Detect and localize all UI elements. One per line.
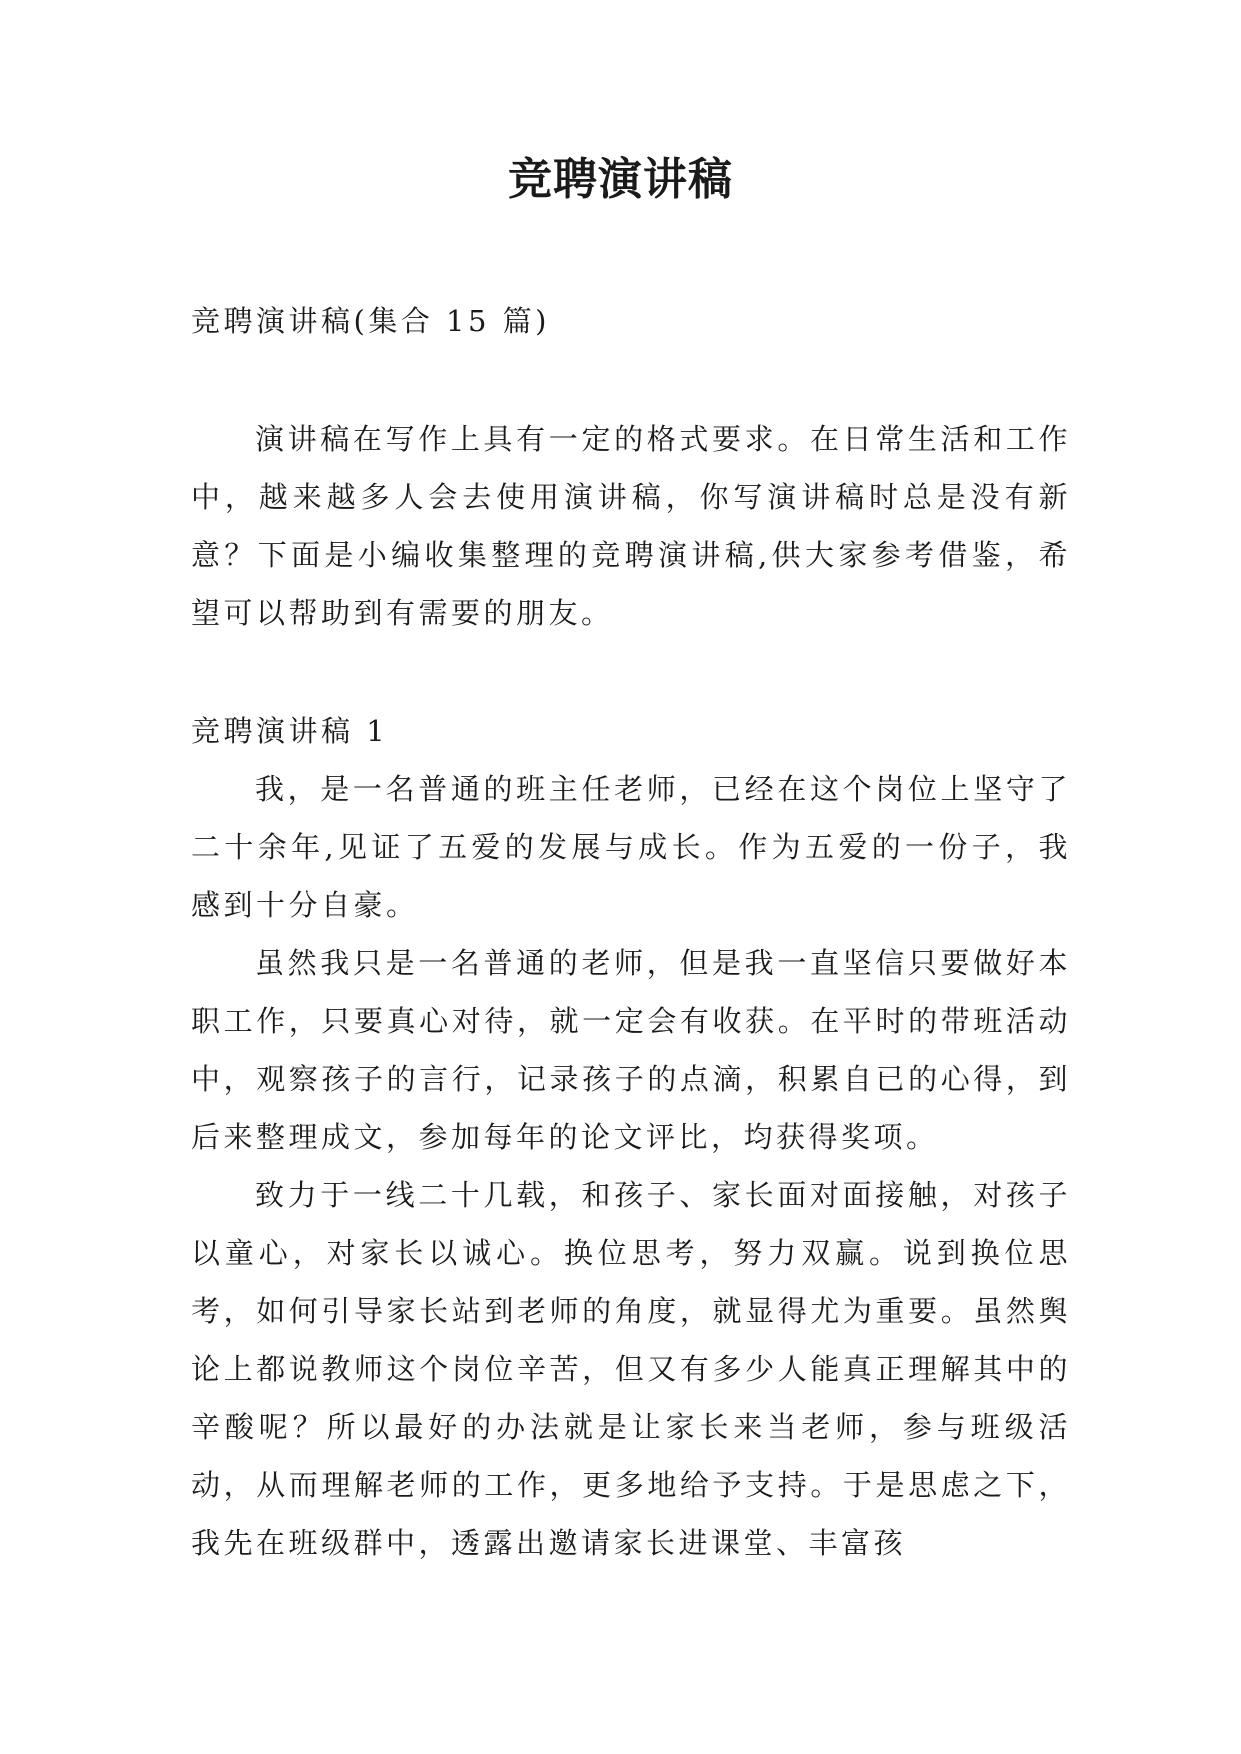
document-subtitle: 竞聘演讲稿(集合 15 篇) — [191, 304, 550, 338]
body-paragraph: 致力于一线二十几载，和孩子、家长面对面接触，对孩子以童心，对家长以诚心。换位思考，努力双赢。说到换位思考，如何引导家长站到老师的角度，就显得尤为重要。虽然舆论上都说教师这个岗位辛苦，但又有多少人能真正理解其中的辛酸呢？所以最好的办法就是让家长来当老师，参与班级活动，从而理解老师的工作，更多地给予支持。于是思虑之下，我先在班级群中，透露出邀请家长进课堂、丰富孩 — [191, 1178, 1071, 1560]
body-paragraph: 虽然我只是一名普通的老师，但是我一直坚信只要做好本职工作，只要真心对待，就一定会有收获。在平时的带班活动中，观察孩子的言行，记录孩子的点滴，积累自已的心得，到后来整理成文，参加每年的论文评比，均获得奖项。 — [191, 946, 1071, 1154]
body-paragraph: 我，是一名普通的班主任老师，已经在这个岗位上坚守了二十余年,见证了五爱的发展与成长。作为五爱的一份子，我感到十分自豪。 — [191, 772, 1071, 922]
section-heading: 竞聘演讲稿 1 — [191, 714, 389, 748]
document-body — [191, 292, 1071, 1572]
intro-paragraph: 演讲稿在写作上具有一定的格式要求。在日常生活和工作中，越来越多人会去使用演讲稿，你写演讲稿时总是没有新意？下面是小编收集整理的竞聘演讲稿,供大家参考借鉴，希望可以帮助到有需要的朋友。 — [191, 422, 1071, 630]
document-title: 竞聘演讲稿 — [508, 154, 733, 205]
